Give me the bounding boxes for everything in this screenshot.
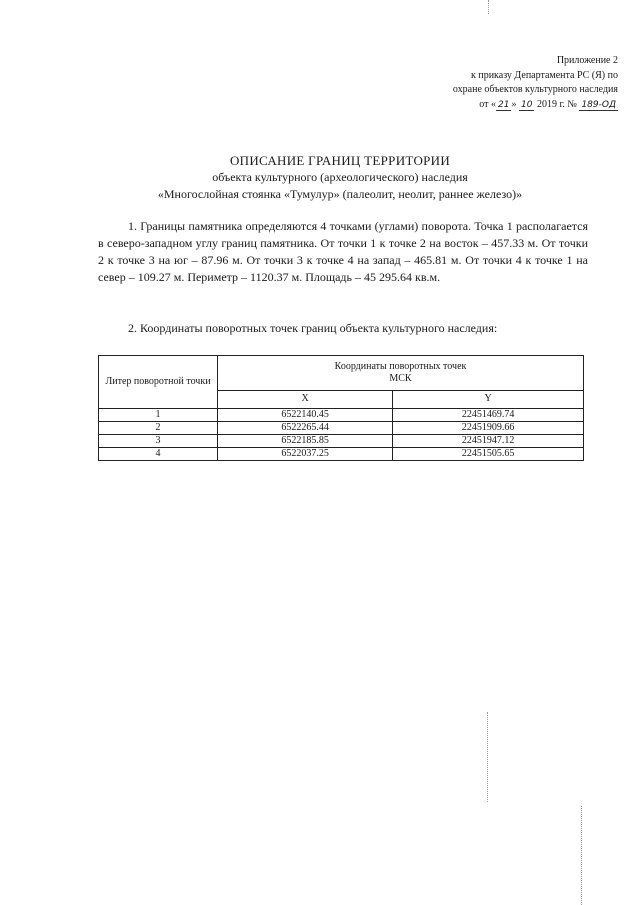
paragraph-coordinates-intro	[98, 320, 588, 337]
table-row	[99, 422, 584, 435]
scan-artifact-middle	[487, 712, 488, 802]
scan-artifact-top	[488, 0, 489, 14]
header-x: X	[218, 390, 393, 408]
cell-y: 22451469.74	[393, 409, 584, 422]
title-line-3: «Многослойная стоянка «Тумулур» (палеолит, неолит, раннее железо)»	[157, 187, 523, 201]
cell-x: 6522140.45	[218, 409, 393, 422]
year-text: 2019 г. №	[536, 98, 577, 110]
paragraph-1-text: 1. Границы памятника определяются 4 точками (углами) поворота. Точка 1 располагается в северо-западном углу границ памятника. От точки 1 к точке 2 на восток – 457.33 м. От точки 2 к точке 3 на юг – 87.96 м. От точки 3 к точке 4 на запад – 465.81 м. От точки 4 к точке 1 на север – 109.27 м. Периметр – 1120.37 м. Площадь – 45 295.64 кв.м.	[98, 219, 588, 284]
table-row	[99, 435, 584, 448]
date-prefix: от «	[479, 98, 497, 110]
appendix-date-line	[453, 98, 618, 113]
title-main: ОПИСАНИЕ ГРАНИЦ ТЕРРИТОРИИ	[229, 153, 451, 168]
title-line-2: объекта культурного (археологического) наследия	[212, 170, 468, 184]
appendix-header	[453, 54, 618, 112]
cell-x: 6522185.85	[218, 435, 393, 448]
cell-y: 22451947.12	[393, 435, 584, 448]
cell-y: 22451909.66	[393, 422, 584, 435]
appendix-line-1: Приложение 2	[556, 55, 618, 66]
table-row	[99, 409, 584, 422]
cell-liter: 2	[99, 422, 218, 435]
document-title	[60, 152, 620, 203]
header-msk: МСК	[389, 372, 412, 384]
cell-x: 6522265.44	[218, 422, 393, 435]
date-separator: »	[511, 98, 517, 110]
scan-artifact-bottom	[581, 806, 582, 905]
paragraph-boundaries	[98, 218, 588, 286]
coordinates-table	[98, 355, 584, 461]
cell-y: 22451505.65	[393, 448, 584, 461]
cell-liter: 4	[99, 448, 218, 461]
handwritten-order-number: 189-ОД	[581, 99, 616, 110]
handwritten-day: 21	[498, 99, 510, 110]
handwritten-month: 10	[520, 99, 533, 110]
cell-liter: 1	[99, 409, 218, 422]
cell-x: 6522037.25	[218, 448, 393, 461]
header-y: Y	[393, 390, 584, 408]
header-coordinates-label: Координаты поворотных точек	[334, 360, 467, 372]
cell-liter: 3	[99, 435, 218, 448]
header-liter: Литер поворотной точки	[99, 356, 218, 409]
paragraph-2-text: 2. Координаты поворотных точек границ объекта культурного наследия:	[128, 321, 498, 335]
appendix-line-2: к приказу Департамента РС (Я) по	[470, 69, 618, 81]
header-coordinates	[218, 356, 584, 391]
table-row	[99, 448, 584, 461]
appendix-line-3: охране объектов культурного наследия	[452, 84, 618, 95]
